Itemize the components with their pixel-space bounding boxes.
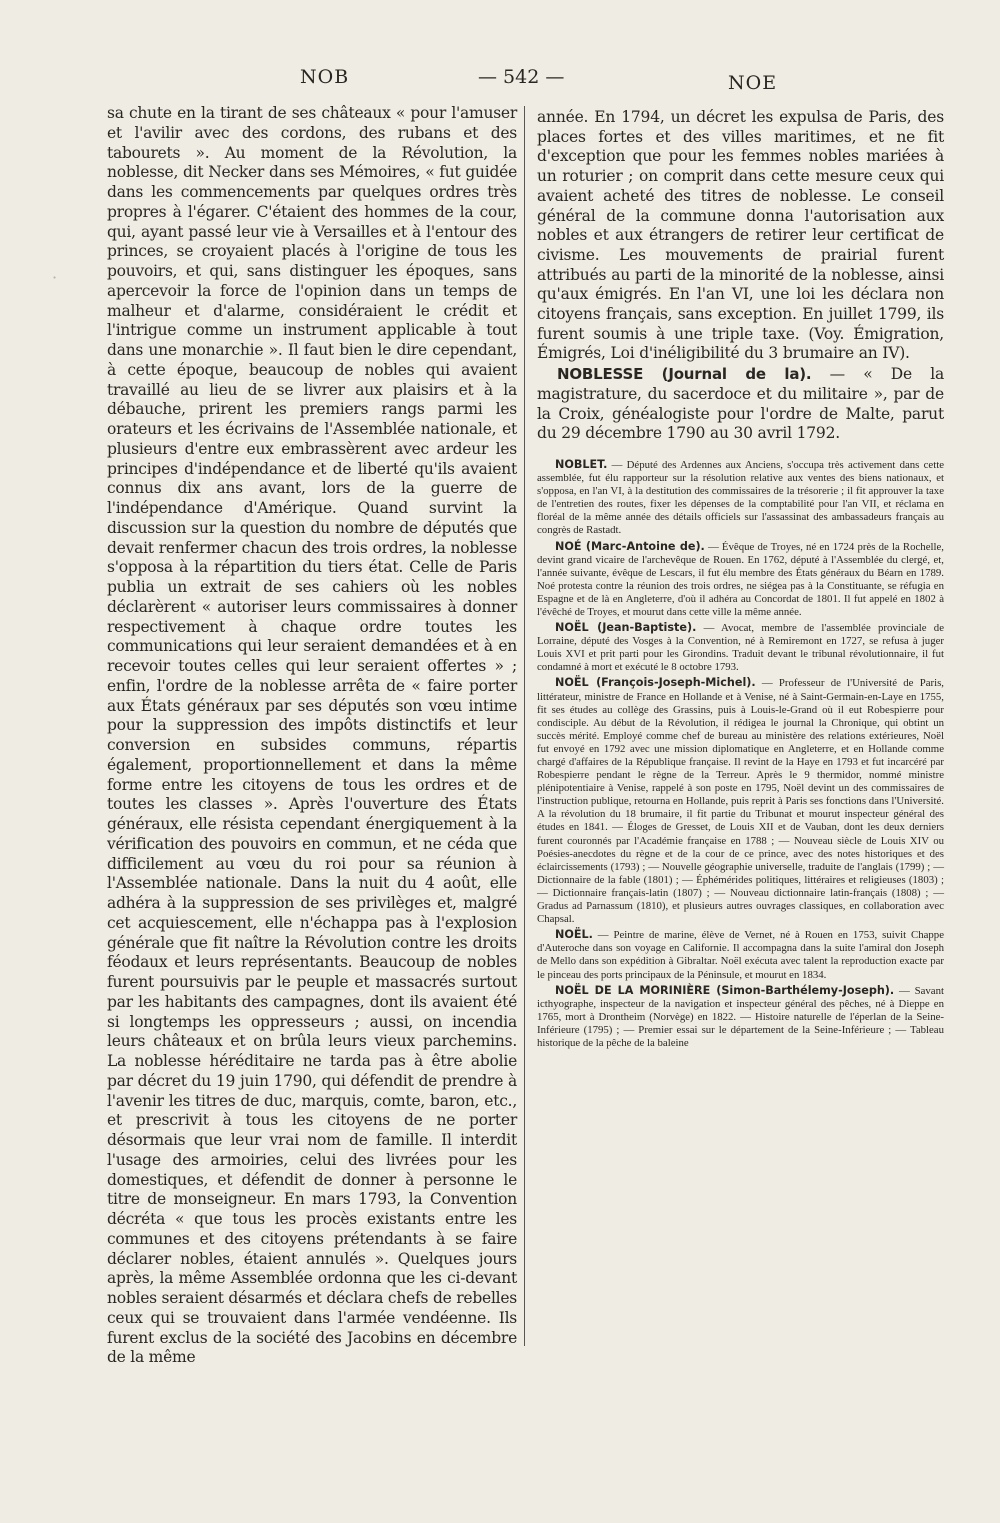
entry-body: — Député des Ardennes aux Anciens, s'occupa très activement dans cette assemblée, fut élu rapporteur sur la résolution relative aux ventes des biens nationaux, et s'opposa, en l'an VI, à la destitution des commissaires de la trésorerie ; il fit approuver la taxe de l'entretien des routes, fixer les dépenses de la comptabilité pour l'an VII, et réclama en floréal de la même année des détails officiels sur l'assassinat des ambassadeurs français au congrès de Rastadt. [537,458,944,537]
entry-body: — Savant icthyographe, inspecteur de la navigation et inspecteur général des pêches, né à Dieppe en 1765, mort à Drontheim (Norvège) en 1822. — Histoire naturelle de l'éperlan de la Seine-Inférieure (1795) ; — Premier essai sur le département de la Seine-Inférieure ; — Tableau historique de la pêche de la baleine [537,984,944,1049]
continued-paragraph: année. En 1794, un décret les expulsa de Paris, des places fortes et des villes maritimes, et ne fit d'exception que pour les femmes nobles mariées à un roturier ; on comprit dans cette mesure ceux qui avaient acheté des titres de noblesse. Le conseil général de la commune donna l'autorisation aux nobles et aux étrangers de retirer leur certificat de civisme. Les mouvements de prairial furent attribués au parti de la minorité de la noblesse, ainsi qu'aux émigrés. En l'an VI, une loi les déclara non citoyens français, sans exception. En juillet 1799, ils furent soumis à une triple taxe. (Voy. Émigration, Émigrés, Loi d'inéligibilité du 3 brumaire an IV). [537,108,944,363]
entry-headword: NOËL (François-Joseph-Michel). [555,676,756,690]
entry-noblet [537,458,944,538]
right-column [537,108,944,1050]
entry-body: — Évêque de Troyes, né en 1724 près de la Rochelle, devint grand vicaire de l'archevêque de Rouen. En 1762, député à l'Assemblée du clergé, et, l'année suivante, évêque de Lescars, il fut élu membre des États généraux du Béarn en 1789. Noé protesta contre la réunion des trois ordres, ne siégea pas à la Constituante, se réfugia en Espagne et de là en Angleterre, d'où il adhéra au Concordat de 1801. Il fut appelé en 1802 à l'évêché de Troyes, et mourut dans cette ville la même année. [537,540,944,618]
entry-headword: NOËL DE LA MORINIÈRE (Simon-Barthélemy-Joseph). [555,983,895,997]
entry-noblesse-journal [537,365,944,444]
entry-body: — Avocat, membre de l'assemblée provinciale de Lorraine, député des Vosges à la Convention, né à Remiremont en 1727, se refusa à juger Louis XVI et prit parti pour les Girondins. Traduit devant le tribunal révolutionnaire, il fut condamné à mort et exécuté le 8 octobre 1793. [537,622,944,674]
page-number: — 542 — [478,66,565,88]
entry-headword: NOËL. [555,928,593,942]
entry-body: — Peintre de marine, élève de Vernet, né à Rouen en 1753, suivit Chappe d'Auteroche dans son voyage en Californie. Il accompagna dans la suite l'amiral don Joseph de Mello dans son expédition à Gibraltar. Noël exécuta avec talent la reproduction exacte par le pinceau des ports principaux de la Péninsule, et mourut en 1834. [537,929,944,981]
page-stain-mark: · [52,268,58,287]
entry-headword: NOÉ (Marc-Antoine de). [555,539,705,553]
entry-noe [537,540,944,620]
header-left-word: NOB [300,66,350,88]
left-column-text: sa chute en la tirant de ses châteaux « pour l'amuser et l'avilir avec des cordons, des rubans et des tabourets ». Au moment de la Révolution, la noblesse, dit Necker dans ses Mémoires, « fut guidée dans les commencements par quelques ordres très propres à l'égarer. C'étaient des hommes de la cour, qui, ayant passé leur vie à Versailles et à l'entour des princes, se croyaient placés à l'origine de tous les pouvoirs, et qui, sans distinguer les époques, sans apercevoir la force de l'opinion dans un temps de malheur et d'alarme, considéraient le crédit et l'intrigue comme un instrument applicable à tout dans une monarchie ». Il faut bien le dire cependant, à cette époque, beaucoup de nobles qui avaient travaillé au lieu de se livrer aux plaisirs et à la débauche, prirent les premiers rangs parmi les orateurs et les écrivains de l'Assemblée nationale, et plusieurs d'entre eux embrassèrent avec ardeur les principes d'indépendance et de liberté qu'ils avaient connus dix ans avant, lors de la guerre de l'indépendance d'Amérique. Quand survint la discussion sur la question du nombre de députés que devait renfermer chacun des trois ordres, la noblesse s'opposa à la répartition du tiers état. Celle de Paris publia un extrait de ses cahiers où les nobles déclarèrent « autoriser leurs commissaires à donner respectivement à chaque ordre toutes les communications qui leur seraient demandées et à en recevoir toutes celles qui leur seraient offertes » ; enfin, l'ordre de la noblesse arrêta de « faire porter aux États généraux par ses députés son vœu intime pour la suppression des impôts distinctifs et leur conversion en subsides communs, répartis également, proportionnellement et dans la même forme entre les citoyens de tous les ordres et de toutes les classes ». Après l'ouverture des États généraux, elle résista cependant énergiquement à la vérification des pouvoirs en commun, et ne céda que difficilement au vœu du roi pour sa réunion à l'Assemblée nationale. Dans la nuit du 4 août, elle adhéra à la suppression de ses privilèges et, malgré cet acquiescement, elle n'échappa pas à l'explosion générale que fit naître la Révolution contre les droits féodaux et leurs représentants. Beaucoup de nobles furent poursuivis par le peuple et massacrés surtout par les habitants des campagnes, dont ils avaient été si longtemps les oppresseurs ; aussi, on incendia leurs châteaux et on brûla leurs vieux parchemins. La noblesse héréditaire ne tarda pas à être abolie par décret du 19 juin 1790, qui défendit de prendre à l'avenir les titres de duc, marquis, comte, baron, etc., et prescrivit à tous les citoyens de ne porter désormais que leur vrai nom de famille. Il interdit l'usage des armoiries, celui des livrées pour les domestiques, et défendit de donner à personne le titre de monseigneur. En mars 1793, la Convention décréta « que tous les procès existants entre les communes et des citoyens prétendants à se faire déclarer nobles, étaient annulés ». Quelques jours après, la même Assemblée ordonna que les ci-devant nobles seraient désarmés et déclara chefs de rebelles ceux qui se trouvaient dans l'armée vendéenne. Ils furent exclus de la société des Jacobins en décembre de la même [107,104,517,1367]
entry-body: — « De la magistrature, du sacerdoce et du militaire », par de la Croix, généalogiste pour l'ordre de Malte, parut du 29 décembre 1790 au 30 avril 1792. [537,365,944,443]
entry-headword: NOBLET. [555,457,608,471]
entry-separator [537,444,944,458]
entry-noel-jean-baptiste [537,621,944,674]
header-right-word: NOE [728,72,778,94]
entry-headword: NOËL (Jean-Baptiste). [555,621,697,635]
entry-noel-peintre [537,928,944,981]
entry-headword: NOBLESSE (Journal de la). [557,365,812,384]
entry-body: — Professeur de l'Université de Paris, littérateur, ministre de France en Hollande et à Venise, né à Saint-Germain-en-Laye en 1755, fit ses études au collège des Grassins, puis à Louis-le-Grand où il eut Robespierre pour condisciple. Au début de la Révolution, il rédigea le journal la Chronique, qui obtint un succès mérité. Employé comme chef de bureau au ministère des relations extérieures, Noël fut envoyé en 1792 avec une mission diplomatique en Angleterre, et en Hollande comme chargé d'affaires de la République française. Il revint de la Haye en 1793 et fut incarcéré par Robespierre pendant le règne de la Terreur. Après le 9 thermidor, nommé ministre plénipotentiaire à Venise, rappelé à son poste en 1795, Noël devint un des commissaires de l'instruction publique, retourna en Hollande, puis reprit à Paris ses fonctions dans l'Université. A la révolution du 18 brumaire, il fit partie du Tribunat et mourut inspecteur général des études en 1841. — Éloges de Gresset, de Louis XII et de Vauban, dont les deux derniers furent couronnés par l'Académie française en 1788 ; — Nouveau siècle de Louis XIV ou Poésies-anecdotes du règne et de la cour de ce prince, avec des notes historiques et des éclaircissements (1793) ; — Nouvelle géographie universelle, traduite de l'anglais (1799) ; — Dictionnaire de la fable (1801) ; — Éphémérides politiques, littéraires et religieuses (1803) ; — Dictionnaire français-latin (1807) ; — Nouveau dictionnaire latin-français (1808) ; — Gradus ad Parnassum (1810), et plusieurs autres ouvrages classiques, en collaboration avec Chapsal. [537,677,944,926]
entry-noel-francois-joseph-michel [537,676,944,926]
entry-noel-de-la-moriniere [537,984,944,1050]
column-rule [524,106,525,1346]
running-head [0,66,1000,96]
